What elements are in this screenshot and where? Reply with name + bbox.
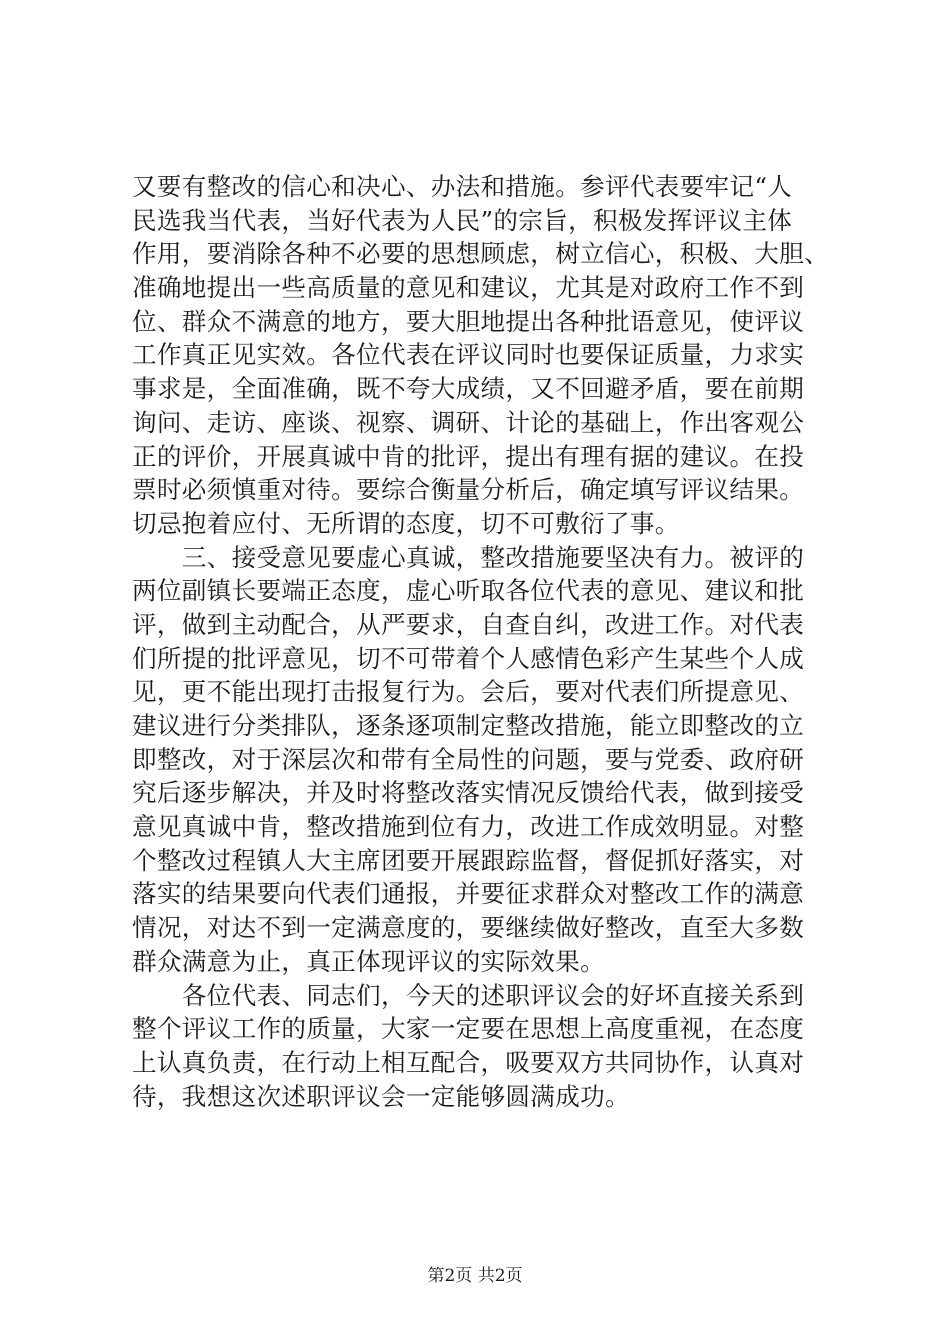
text-line: 建议进行分类排队，逐条逐项制定整改措施，能立即整改的立 (132, 711, 805, 740)
text-line: 切忌抱着应付、无所谓的态度，切不可敷衍了事。 (132, 508, 680, 538)
text-line: 待，我想这次述职评议会一定能够圆满成功。 (132, 1081, 630, 1111)
text-line: 意见真诚中肯，整改措施到位有力，改进工作成效明显。对整 (132, 812, 805, 842)
page-number-label: 第2页 共2页 (427, 1266, 523, 1286)
text-line: 事求是，全面准确，既不夸大成绩，又不回避矛盾，要在前期 (132, 374, 805, 404)
text-line: 个整改过程镇人大主席团要开展跟踪监督，督促抓好落实，对 (132, 845, 805, 875)
body-text (132, 170, 832, 1113)
text-line: 作用，要消除各种不必要的思想顾虑，树立信心，积极、大胆、 (132, 239, 830, 269)
text-line: 各位代表、同志们，今天的述职评议会的好坏直接关系到 (132, 980, 805, 1010)
text-line: 又要有整改的信心和决心、办法和措施。参评代表要牢记“人 (132, 172, 793, 201)
text-line: 上认真负责，在行动上相互配合，吸要双方共同协作，认真对 (132, 1047, 805, 1077)
text-line: 民选我当代表，当好代表为人民”的宗旨，积极发挥评议主体 (132, 205, 793, 235)
text-line: 见，更不能出现打击报复行为。会后，要对代表们所提意见、 (132, 677, 805, 707)
text-line: 落实的结果要向代表们通报，并要征求群众对整改工作的满意 (132, 879, 805, 909)
text-line: 情况，对达不到一定满意度的，要继续做好整改，直至大多数 (132, 913, 805, 943)
text-line: 两位副镇长要端正态度，虚心听取各位代表的意见、建议和批 (132, 576, 805, 606)
text-line: 评，做到主动配合，从严要求，自查自纠，改进工作。对代表 (132, 609, 805, 639)
text-line: 群众满意为止，真正体现评议的实际效果。 (132, 946, 605, 976)
text-line: 即整改，对于深层次和带有全局性的问题，要与党委、政府研 (132, 744, 805, 774)
text-line: 准确地提出一些高质量的意见和建议，尤其是对政府工作不到 (132, 273, 805, 303)
text-line: 位、群众不满意的地方，要大胆地提出各种批语意见，使评议 (132, 306, 805, 336)
text-line: 正的评价，开展真诚中肯的批评，提出有理有据的建议。在投 (132, 441, 805, 471)
text-line: 究后逐步解决，并及时将整改落实情况反馈给代表，做到接受 (132, 778, 805, 808)
page-footer (0, 1266, 950, 1286)
text-line: 票时必须慎重对待。要综合衡量分析后，确定填写评议结果。 (132, 475, 805, 505)
text-line: 三、接受意见要虚心真诚，整改措施要坚决有力。被评的 (132, 542, 805, 572)
text-line: 询问、走访、座谈、视察、调研、计论的基础上，作出客观公 (132, 407, 805, 437)
text-line: 整个评议工作的质量，大家一定要在思想上高度重视，在态度 (132, 1014, 805, 1044)
text-line: 们所提的批评意见，切不可带着个人感情色彩产生某些个人成 (132, 643, 805, 673)
text-line: 工作真正见实效。各位代表在评议同时也要保证质量，力求实 (132, 340, 805, 370)
